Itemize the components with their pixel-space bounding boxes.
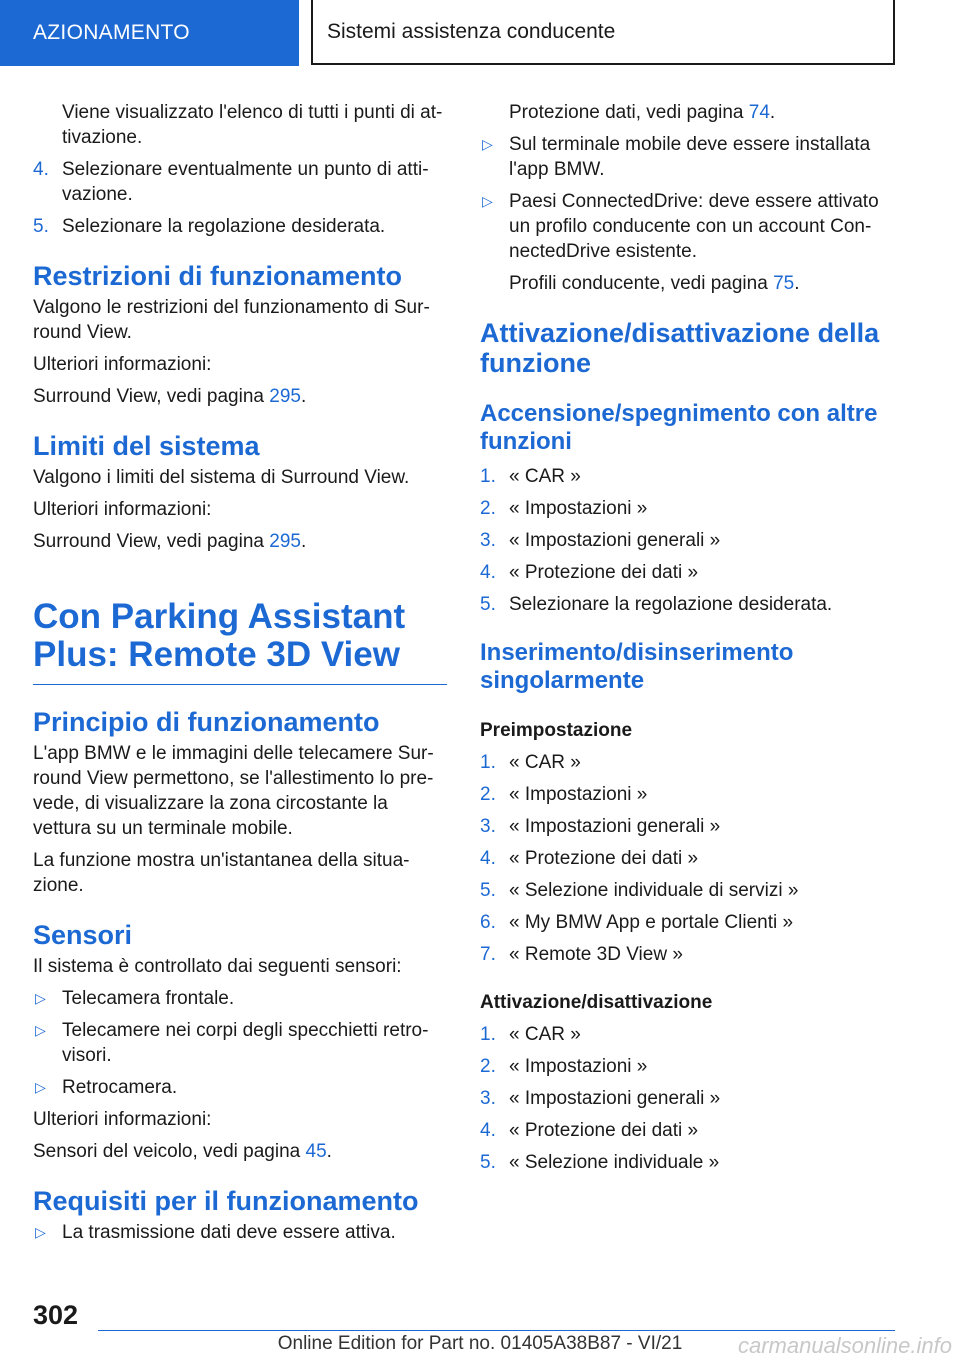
chapter-tab: Sistemi assistenza conducente	[311, 0, 895, 65]
cross-reference: Protezione dati, vedi pagina 74.	[509, 102, 776, 123]
step-text: Selezionare la regolazione desiderata.	[509, 594, 833, 615]
step-number: 2.	[480, 784, 496, 805]
step-number: 4.	[480, 848, 496, 869]
step-number: 5.	[480, 1152, 496, 1173]
list-text: La trasmissione dati deve essere attiva.	[62, 1222, 396, 1243]
cross-reference: Profili conducente, vedi pagina 75.	[509, 273, 800, 294]
step-text: « Impostazioni generali »	[509, 816, 721, 837]
cross-reference: Surround View, vedi pagina 295.	[33, 531, 307, 552]
step-text: « Selezione individuale di servizi »	[509, 880, 799, 901]
heading-activation: Attivazione/disattivazione della funzione	[480, 318, 880, 378]
more-info-label: Ulteriori informazioni:	[33, 1109, 212, 1130]
step-text: Selezionare la regolazione desiderata.	[62, 216, 386, 237]
step-text: « Remote 3D View »	[509, 944, 683, 965]
principle-text: L'app BMW e le immagini delle telecamere Surround View permettono, se l'allestimento lo prevede, di visualizzare la zona circostante la vettura su un terminale mobile.	[33, 743, 434, 839]
step-text: « Impostazioni generali »	[509, 530, 721, 551]
step-number: 4.	[480, 562, 496, 583]
footer-divider	[98, 1330, 895, 1331]
list-item	[480, 1118, 900, 1143]
heading-limits: Limiti del sistema	[33, 431, 260, 461]
step-number: 2.	[480, 498, 496, 519]
page-link[interactable]: 45	[305, 1141, 327, 1162]
principle-text-2: La funzione mostra un'istantanea della situazione.	[33, 850, 410, 896]
list-item	[33, 986, 447, 1011]
limits-text: Valgono i limiti del sistema di Surround View.	[33, 467, 410, 488]
section-tab: AZIONAMENTO	[0, 0, 299, 66]
list-item	[480, 846, 900, 871]
heading-requirements: Requisiti per il funzionamento	[33, 1186, 419, 1216]
page-link[interactable]: 295	[269, 386, 301, 407]
list-item	[480, 942, 900, 967]
bullet-triangle-icon: ▷	[482, 136, 493, 152]
reference-text: Sensori del veicolo, vedi pagina	[33, 1141, 306, 1162]
step-text: « Impostazioni generali »	[509, 1088, 721, 1109]
subheading-activation: Attivazione/disattivazione	[480, 992, 713, 1013]
step-text: « Protezione dei dati »	[509, 562, 699, 583]
watermark: carmanualsonline.info	[737, 1333, 952, 1358]
step-number: 1.	[480, 466, 496, 487]
step-text: « Selezione individuale »	[509, 1152, 720, 1173]
step-number: 4.	[480, 1120, 496, 1141]
step-number: 5.	[33, 216, 49, 237]
step-text: « CAR »	[509, 752, 581, 773]
step-number: 3.	[480, 530, 496, 551]
step-number: 3.	[480, 816, 496, 837]
list-item	[480, 1086, 900, 1111]
step-number: 4.	[33, 159, 49, 180]
title-divider	[33, 684, 447, 685]
step-text: « Protezione dei dati »	[509, 848, 699, 869]
list-item	[480, 496, 900, 521]
list-item	[480, 560, 900, 585]
edition-footer: Online Edition for Part no. 01405A38B87 - VI/21	[277, 1333, 683, 1354]
main-section-title: Con Parking Assistant Plus: Remote 3D View	[33, 597, 406, 674]
list-item	[33, 214, 447, 239]
step-number: 6.	[480, 912, 496, 933]
list-item	[480, 528, 900, 553]
list-item	[480, 878, 900, 903]
restrictions-text: Valgono le restrizioni del funzionamento di Surround View.	[33, 297, 430, 343]
cross-reference: Surround View, vedi pagina 295.	[33, 386, 307, 407]
step-number: 5.	[480, 880, 496, 901]
list-item	[480, 1054, 900, 1079]
more-info-label: Ulteriori informazioni:	[33, 354, 212, 375]
list-item	[480, 189, 900, 264]
subheading-preset: Preimpostazione	[480, 720, 633, 741]
bullet-triangle-icon: ▷	[35, 1224, 46, 1240]
list-item	[33, 157, 447, 207]
step-number: 7.	[480, 944, 496, 965]
bullet-triangle-icon: ▷	[482, 193, 493, 209]
list-item	[480, 1150, 900, 1175]
step-number: 1.	[480, 752, 496, 773]
reference-text: Profili conducente, vedi pagina	[509, 273, 774, 294]
cross-reference: Sensori del veicolo, vedi pagina 45.	[33, 1141, 332, 1162]
step-number: 3.	[480, 1088, 496, 1109]
page-link[interactable]: 74	[748, 102, 770, 123]
list-item	[480, 132, 900, 182]
step-number: 1.	[480, 1024, 496, 1045]
page-link[interactable]: 75	[773, 273, 795, 294]
step-text: « Impostazioni »	[509, 784, 648, 805]
page-number: 302	[33, 1300, 79, 1330]
list-item	[480, 592, 900, 617]
reference-text: Surround View, vedi pagina	[33, 531, 270, 552]
list-text: Telecamera frontale.	[62, 988, 235, 1009]
list-text: Retrocamera.	[62, 1077, 178, 1098]
step-text: « Protezione dei dati »	[509, 1120, 699, 1141]
list-item	[33, 1018, 447, 1068]
bullet-triangle-icon: ▷	[35, 1079, 46, 1095]
list-item	[480, 464, 900, 489]
page-header	[0, 0, 960, 66]
list-item	[480, 750, 900, 775]
step-text: Selezionare eventualmente un punto di attivazione.	[62, 159, 429, 205]
bullet-triangle-icon: ▷	[35, 1022, 46, 1038]
step-number: 2.	[480, 1056, 496, 1077]
list-text: Paesi ConnectedDrive: deve essere attivato un profilo conducente con un account ConnectedDrive esistente.	[509, 191, 879, 262]
reference-text: Protezione dati, vedi pagina	[509, 102, 749, 123]
list-text: Telecamere nei corpi degli specchietti retrovisori.	[62, 1020, 429, 1066]
reference-text: Surround View, vedi pagina	[33, 386, 270, 407]
heading-single: Inserimento/disinserimento singolarmente	[480, 639, 794, 694]
continued-text: Viene visualizzato l'elenco di tutti i punti di attivazione.	[62, 102, 443, 148]
list-item	[33, 1075, 447, 1100]
heading-principle: Principio di funzionamento	[33, 707, 380, 737]
sensors-intro: Il sistema è controllato dai seguenti sensori:	[33, 956, 402, 977]
heading-sensors: Sensori	[33, 920, 133, 950]
more-info-label: Ulteriori informazioni:	[33, 499, 212, 520]
right-column	[480, 100, 900, 1182]
page-link[interactable]: 295	[269, 531, 301, 552]
left-column	[33, 100, 447, 1252]
step-text: « My BMW App e portale Clienti »	[509, 912, 794, 933]
list-item	[33, 1220, 447, 1245]
list-item	[480, 1022, 900, 1047]
step-text: « Impostazioni »	[509, 498, 648, 519]
step-text: « CAR »	[509, 1024, 581, 1045]
heading-restrictions: Restrizioni di funzionamento	[33, 261, 402, 291]
list-item	[480, 782, 900, 807]
step-text: « CAR »	[509, 466, 581, 487]
list-item	[480, 910, 900, 935]
bullet-triangle-icon: ▷	[35, 990, 46, 1006]
step-number: 5.	[480, 594, 496, 615]
heading-onoff: Accensione/spegnimento con altre funzioni	[480, 400, 878, 455]
list-text: Sul terminale mobile deve essere installata l'app BMW.	[509, 134, 871, 180]
step-text: « Impostazioni »	[509, 1056, 648, 1077]
list-item	[480, 814, 900, 839]
